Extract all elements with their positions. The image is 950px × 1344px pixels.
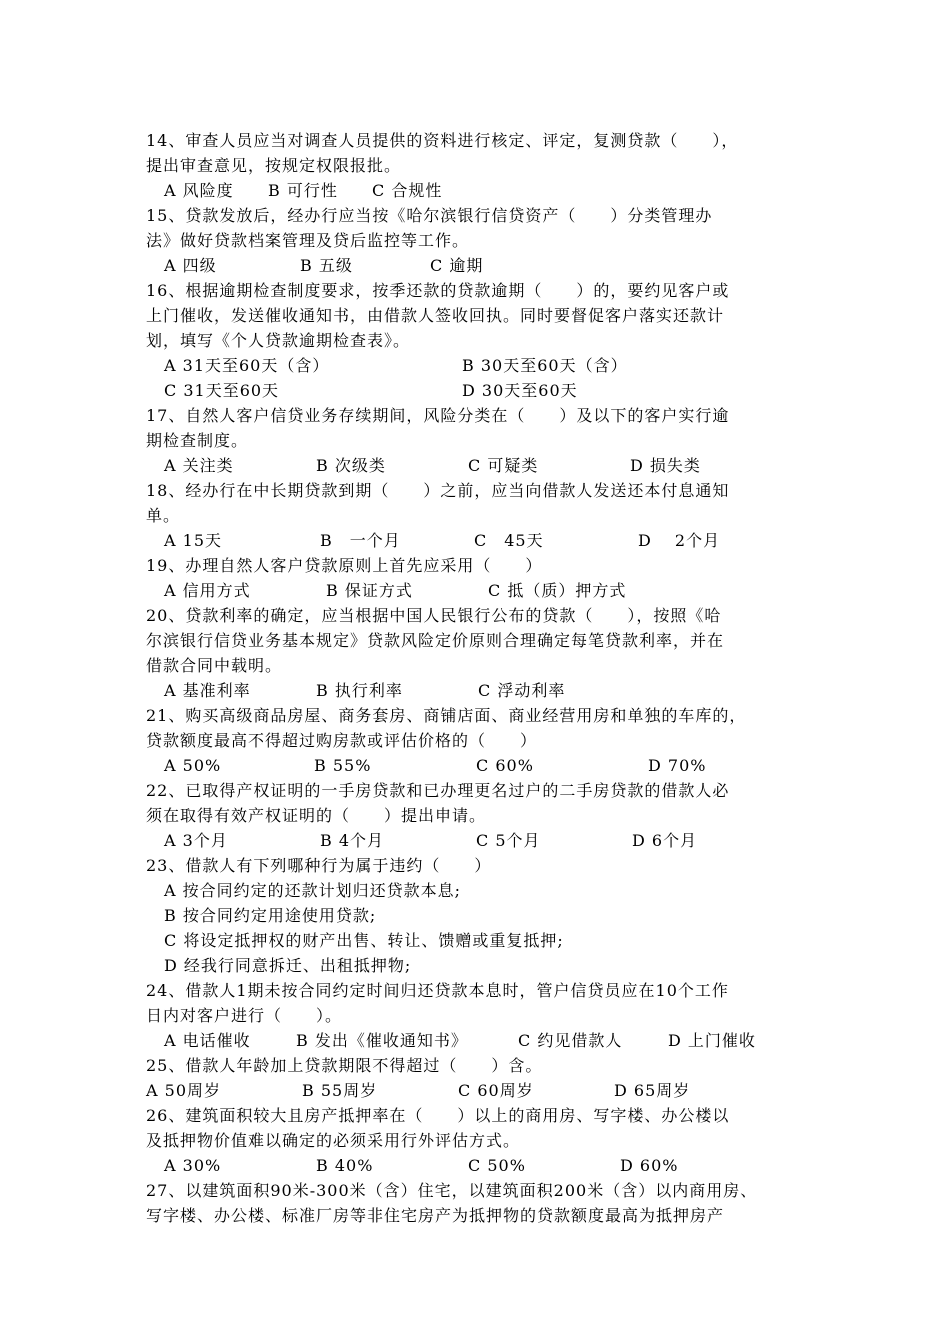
option-c: C 将设定抵押权的财产出售、转让、馈赠或重复抵押; [164,931,564,950]
question-text: 单。 [146,506,181,525]
options-row [146,828,826,853]
options-row [146,253,826,278]
option-c: C 抵（质）押方式 [488,581,627,600]
question-text: 22、已取得产权证明的一手房贷款和已办理更名过户的二手房贷款的借款人必 [146,781,730,800]
option-a: A 风险度 [164,181,234,200]
question-text: 划，填写《个人贷款逾期检查表》。 [146,331,411,350]
question-text: 须在取得有效产权证明的（ ）提出申请。 [146,806,487,825]
question-17 [146,403,826,478]
options-row [146,678,826,703]
option-a: A 3个月 [164,831,228,850]
question-19 [146,553,826,603]
question-text: 16、根据逾期检查制度要求，按季还款的贷款逾期（ ）的，要约见客户或 [146,281,730,300]
question-15 [146,203,826,278]
option-c: C 60% [476,756,534,775]
option-a: A 50周岁 [146,1081,222,1100]
question-text: 尔滨银行信贷业务基本规定》贷款风险定价原则合理确定每笔贷款利率，并在 [146,631,725,650]
option-b: B 保证方式 [326,581,413,600]
question-25 [146,1053,826,1103]
options-row [146,1028,826,1053]
option-c: C 50% [468,1156,526,1175]
options-row [146,353,826,378]
question-text: 21、购买高级商品房屋、商务套房、商铺店面、商业经营用房和单独的车库的， [146,706,747,725]
option-a: A 50% [164,756,222,775]
option-a: A 电话催收 [164,1031,251,1050]
options-row [146,1153,826,1178]
option-a: A 31天至60天（含） [164,356,330,375]
option-c: C 合规性 [372,181,443,200]
options-row [146,528,826,553]
question-text: 期检查制度。 [146,431,249,450]
option-b: B 执行利率 [316,681,403,700]
question-text: 写字楼、办公楼、标准厂房等非住宅房产为抵押物的贷款额度最高为抵押房产 [146,1206,725,1225]
question-text: 18、经办行在中长期贷款到期（ ）之前，应当向借款人发送还本付息通知 [146,481,730,500]
option-c: C 60周岁 [458,1081,534,1100]
option-a: A 关注类 [164,456,234,475]
question-text: 25、借款人年龄加上贷款期限不得超过（ ）含。 [146,1056,543,1075]
option-a: A 30% [164,1156,222,1175]
options-row [146,378,826,403]
option-a: A 15天 [164,531,223,550]
question-list [146,128,826,1228]
question-text: 19、办理自然人客户贷款原则上首先应采用（ ） [146,556,543,575]
option-a: A 基准利率 [164,681,251,700]
option-b: B 40% [316,1156,374,1175]
question-14 [146,128,826,203]
option-d: D 65周岁 [614,1081,691,1100]
question-text: 贷款额度最高不得超过购房款或评估价格的（ ） [146,731,538,750]
option-d: D 60% [620,1156,679,1175]
option-d: D 6个月 [632,831,698,850]
option-b: B 可行性 [268,181,338,200]
option-a: A 四级 [164,256,217,275]
question-20 [146,603,826,703]
question-text: 17、自然人客户信贷业务存续期间，风险分类在（ ）及以下的客户实行逾 [146,406,730,425]
question-text: 27、以建筑面积90米-300米（含）住宅，以建筑面积200米（含）以内商用房、 [146,1181,758,1200]
question-23 [146,853,826,978]
question-27 [146,1178,826,1228]
options-row [146,1078,826,1103]
option-d: D 30天至60天 [462,381,578,400]
option-b: B 4个月 [320,831,385,850]
question-24 [146,978,826,1053]
question-text: 23、借款人有下列哪种行为属于违约（ ） [146,856,492,875]
question-text: 日内对客户进行（ ）。 [146,1006,343,1025]
option-c: C 逾期 [430,256,484,275]
options-row [146,178,826,203]
question-text: 借款合同中载明。 [146,656,283,675]
option-a: A 按合同约定的还款计划归还贷款本息; [164,881,462,900]
option-b: B 五级 [300,256,353,275]
question-text: 上门催收，发送催收通知书，由借款人签收回执。同时要督促客户落实还款计 [146,306,725,325]
question-text: 24、借款人1期未按合同约定时间归还贷款本息时，管户信贷员应在10个工作 [146,981,729,1000]
option-a: A 信用方式 [164,581,251,600]
option-d: D 2个月 [638,531,721,550]
option-b: B 30天至60天（含） [462,356,628,375]
option-b: B 55% [314,756,372,775]
question-text: 15、贷款发放后，经办行应当按《哈尔滨银行信贷资产（ ）分类管理办 [146,206,713,225]
option-b: B 次级类 [316,456,386,475]
question-text: 20、贷款利率的确定，应当根据中国人民银行公布的贷款（ ），按照《哈 [146,606,722,625]
question-16 [146,278,826,403]
option-c: C 45天 [474,531,544,550]
question-text: 提出审查意见，按规定权限报批。 [146,156,402,175]
options-row [146,753,826,778]
question-text: 及抵押物价值难以确定的必须采用行外评估方式。 [146,1131,521,1150]
option-c: C 可疑类 [468,456,539,475]
option-d: D 损失类 [630,456,701,475]
question-21 [146,703,826,778]
question-text: 14、审查人员应当对调查人员提供的资料进行核定、评定，复测贷款（ ）， [146,131,739,150]
option-b: B 按合同约定用途使用贷款; [164,906,377,925]
option-b: B 55周岁 [302,1081,378,1100]
option-b: B 一个月 [320,531,401,550]
option-c: C 5个月 [476,831,541,850]
options-row [146,453,826,478]
question-26 [146,1103,826,1178]
options-row [146,578,826,603]
question-text: 法》做好贷款档案管理及贷后监控等工作。 [146,231,470,250]
question-18 [146,478,826,553]
question-22 [146,778,826,853]
option-b: B 发出《催收通知书》 [296,1031,468,1050]
option-c: C 约见借款人 [518,1031,623,1050]
option-d: D 70% [648,756,707,775]
question-text: 26、建筑面积较大且房产抵押率在（ ）以上的商用房、写字楼、办公楼以 [146,1106,730,1125]
option-d: D 经我行同意拆迁、出租抵押物; [164,956,412,975]
option-c: C 浮动利率 [478,681,566,700]
option-c: C 31天至60天 [164,381,280,400]
option-d: D 上门催收 [668,1031,756,1050]
